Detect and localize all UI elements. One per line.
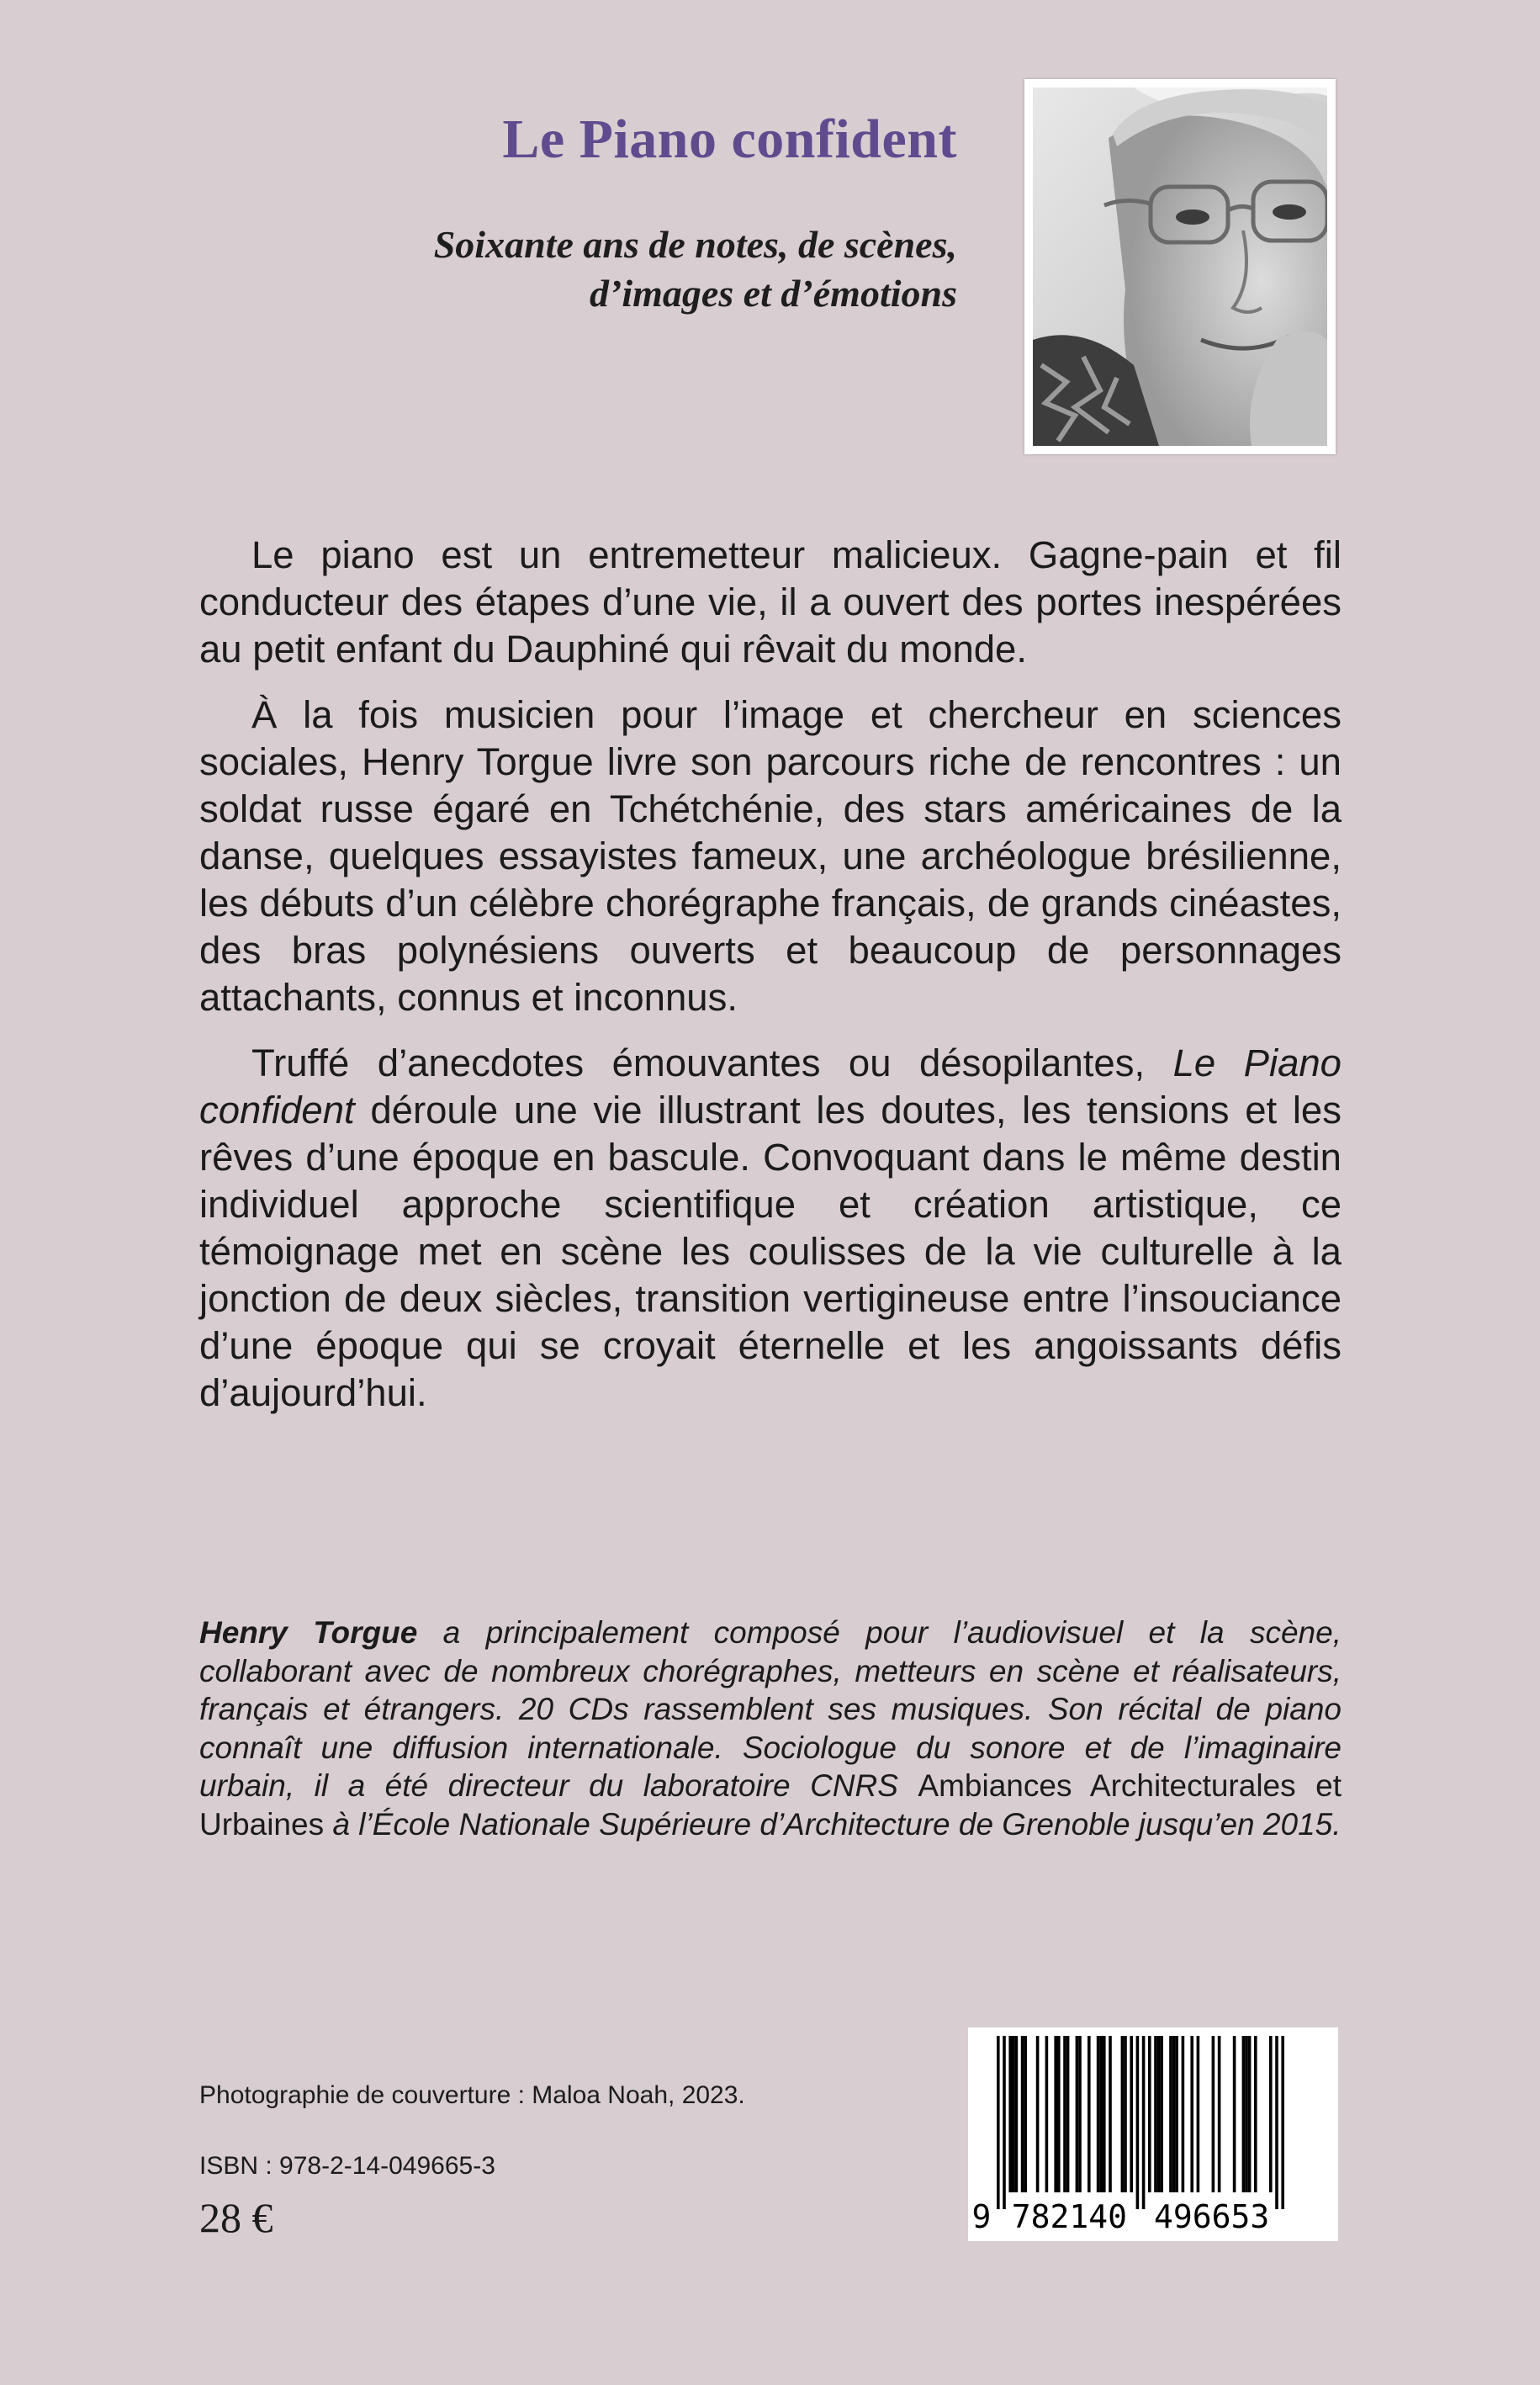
barcode-bar	[1148, 2036, 1151, 2192]
barcode-bar	[1057, 2036, 1061, 2192]
barcode-icon	[968, 2027, 1338, 2241]
barcode-digits: 9	[971, 2198, 992, 2235]
barcode-bar	[1021, 2036, 1024, 2192]
barcode-digits: 782140	[1011, 2198, 1128, 2235]
blurb-paragraph-1: Le piano est un entremetteur malicieux. Gagne-pain et fil conducteur des étapes d’une vie, il a ouvert des portes inespérées au petit enfant du Dauphiné qui rêvait du monde.	[199, 533, 1342, 670]
barcode-bar	[1099, 2036, 1103, 2192]
bio-lab-name: Ambiances Architecturales et Urbaines	[199, 1768, 1342, 1842]
barcode-digits: 496653	[1153, 2198, 1270, 2235]
barcode-bar	[1172, 2036, 1176, 2192]
barcode-bar	[1281, 2036, 1284, 2209]
barcode-bar	[1233, 2036, 1236, 2192]
barcode-bar	[1088, 2036, 1091, 2192]
barcode-bar	[1063, 2036, 1066, 2192]
barcode	[968, 2027, 1338, 2241]
blurb-paragraph-2: À la fois musicien pour l’image et chercheur en sciences sociales, Henry Torgue livre son parcours riche de rencontres : un soldat russe égaré en Tchétchénie, des stars américaines de la danse, quelques essayistes fameux, une archéologue brésilienne, les débuts d’un célèbre chorégraphe français, de grands cinéastes, des bras polynésiens ouverts et beaucoup de personnages attachants, connus et inconnus.	[199, 693, 1342, 1019]
barcode-bar	[1248, 2036, 1252, 2192]
barcode-bar	[1269, 2036, 1273, 2192]
barcode-bar	[1097, 2036, 1100, 2192]
barcode-bar	[1045, 2036, 1049, 2192]
barcode-bar	[1103, 2036, 1106, 2192]
barcode-bar	[1212, 2036, 1215, 2192]
bio-author-name: Henry Torgue	[199, 1615, 418, 1650]
bio-text-2: à l’École Nationale Supérieure d’Architecture de Grenoble jusqu’en 2015.	[324, 1806, 1342, 1842]
barcode-bar	[1197, 2036, 1200, 2192]
barcode-bar	[1160, 2036, 1163, 2192]
barcode-bar	[1245, 2036, 1248, 2192]
barcode-bar	[997, 2036, 1000, 2209]
barcode-bar	[1218, 2036, 1221, 2192]
barcode-bar	[1054, 2036, 1057, 2192]
barcode-bar	[1254, 2036, 1257, 2192]
barcode-bar	[1078, 2036, 1082, 2192]
barcode-bar	[1109, 2036, 1112, 2192]
blurb-paragraph-3-rest: déroule une vie illustrant les doutes, les tensions et les rêves d’une époque en bascule. Convoquant dans le même destin individuel approche scientifique et création artistique, ce témoignage met en scène les coulisses de la vie culturelle à la jonction de deux siècles, transition vertigineuse entre l’insouciance d’une époque qui se croyait éternelle et les angoissants défis d’aujourd’hui.	[199, 1089, 1342, 1414]
isbn: ISBN : 978-2-14-049665-3	[199, 2152, 495, 2180]
blurb-paragraph-3-start: Truffé d’anecdotes émouvantes ou désopilantes,	[251, 1041, 1173, 1084]
photo-credit: Photographie de couverture : Maloa Noah, 2023.	[199, 2081, 745, 2109]
barcode-bar	[1169, 2036, 1172, 2192]
barcode-bar	[1066, 2036, 1070, 2192]
barcode-bar	[1076, 2036, 1079, 2192]
barcode-bar	[1190, 2036, 1193, 2192]
barcode-bar	[1175, 2036, 1178, 2192]
barcode-bar	[1142, 2036, 1146, 2209]
barcode-bar	[1003, 2036, 1006, 2209]
subtitle-line-1: Soixante ans de notes, de scènes,	[433, 223, 957, 266]
barcode-bar	[1242, 2036, 1246, 2192]
blurb-paragraph-3	[199, 1040, 1342, 1417]
barcode-bar	[1036, 2036, 1040, 2192]
blurb	[199, 532, 1342, 1435]
barcode-bar	[1012, 2036, 1015, 2192]
subtitle-line-2: d’images et d’émotions	[590, 272, 957, 315]
barcode-bar	[1008, 2036, 1012, 2192]
barcode-bar	[1136, 2036, 1140, 2209]
barcode-bar	[1024, 2036, 1027, 2192]
barcode-bar	[1154, 2036, 1157, 2192]
book-title: Le Piano confident	[502, 109, 957, 170]
book-subtitle	[434, 220, 957, 318]
blurb-book-title: Le Piano confident	[199, 1041, 1342, 1132]
author-photo	[1024, 79, 1336, 454]
barcode-bar	[1130, 2036, 1133, 2192]
bio-text-1: a principalement composé pour l’audiovisuel et la scène, collaborant avec de nombreux chorégraphes, metteurs en scène et réalisateurs, français et étrangers. 20 CDs rassemblent ses musiques. Son récital de piano connaît une diffusion internationale. Sociologue du sonore et de l’imaginaire urbain, il a été directeur du laboratoire CNRS	[199, 1615, 1342, 1803]
barcode-bar	[1124, 2036, 1127, 2192]
barcode-bar	[1121, 2036, 1125, 2192]
barcode-bar	[1157, 2036, 1161, 2192]
author-portrait-icon	[1033, 87, 1327, 446]
author-bio	[199, 1614, 1342, 1843]
barcode-bar	[1015, 2036, 1019, 2192]
barcode-bar	[1182, 2036, 1185, 2192]
price: 28 €	[199, 2194, 273, 2241]
barcode-bar	[1275, 2036, 1278, 2209]
